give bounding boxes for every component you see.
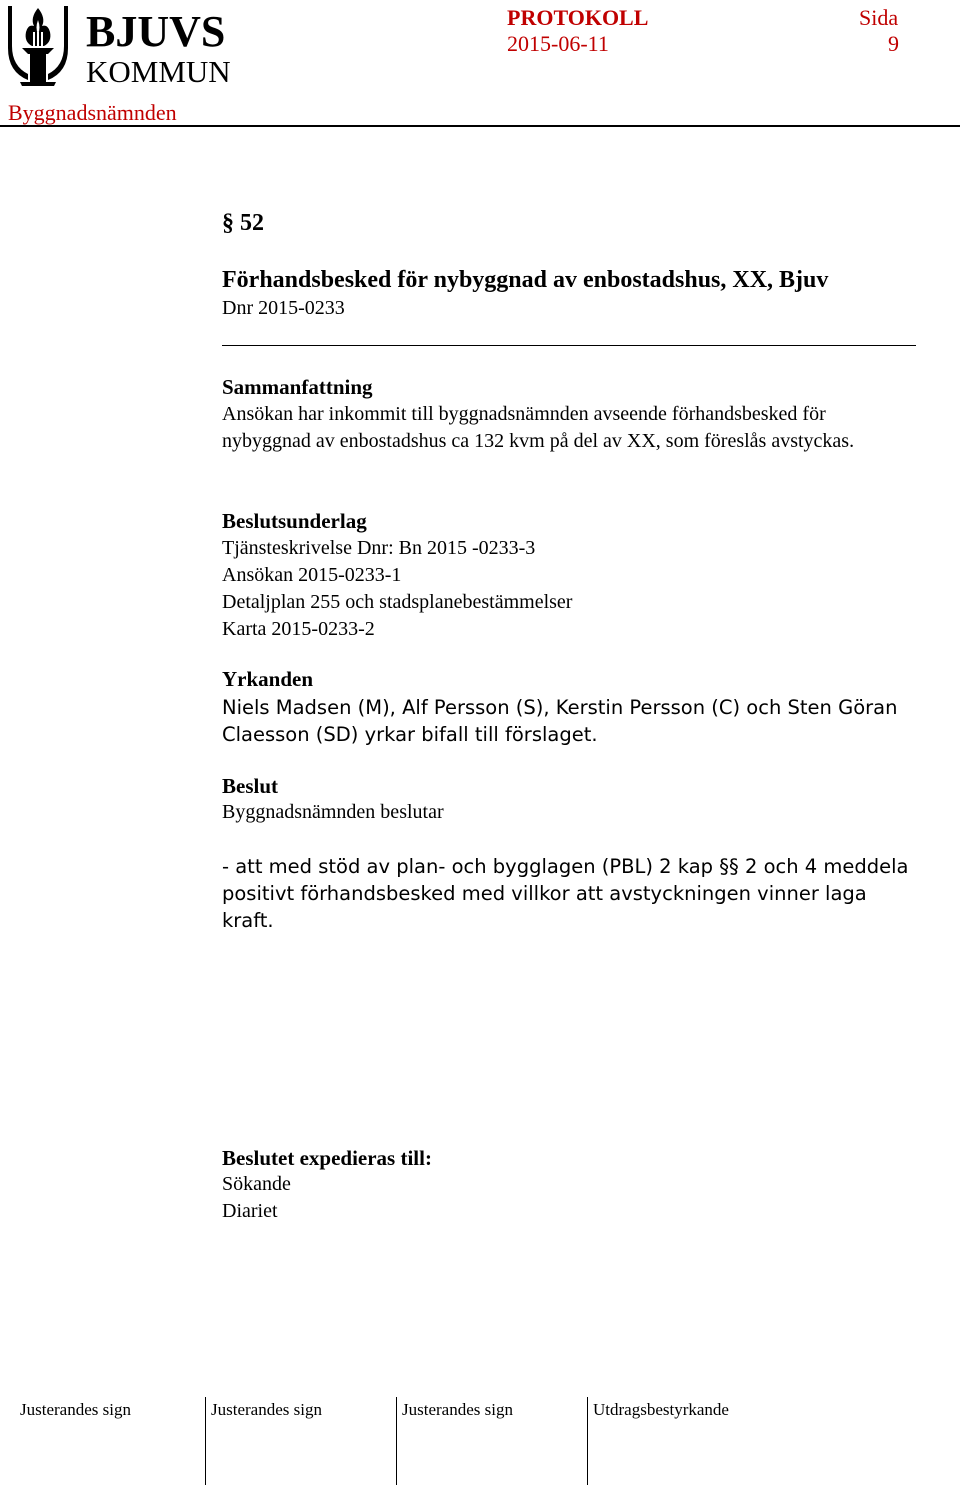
item-title: Förhandsbesked för nybyggnad av enbostadshus, XX, Bjuv — [222, 267, 829, 293]
list-item: Sökande — [222, 1173, 291, 1195]
signature-divider — [396, 1397, 397, 1485]
signature-label: Justerandes sign — [211, 1400, 322, 1419]
expedieras-list — [222, 1172, 291, 1226]
beslutsunderlag-heading: Beslutsunderlag — [222, 509, 367, 533]
signature-label: Justerandes sign — [402, 1400, 513, 1419]
signature-divider — [587, 1397, 588, 1485]
sammanfattning-heading: Sammanfattning — [222, 375, 373, 399]
signature-divider — [205, 1397, 206, 1485]
bjuvs-kommun-logo — [8, 2, 248, 88]
page-label: Sida — [859, 5, 899, 30]
header-divider — [0, 125, 960, 127]
title-divider — [222, 345, 916, 346]
beslut-intro: Byggnadsnämnden beslutar — [222, 801, 444, 823]
item-dnr: Dnr 2015-0233 — [222, 297, 345, 319]
beslutsunderlag-list — [222, 536, 572, 644]
beslut-text: - att med stöd av plan- och bygglagen (PBL) 2 kap §§ 2 och 4 meddela positivt förhandsbesked med villkor att avstyckningen vinner laga kraft. — [222, 855, 909, 932]
logo-line2: KOMMUN — [86, 54, 231, 88]
signature-label: Justerandes sign — [20, 1400, 131, 1419]
list-item: Karta 2015-0233-2 — [222, 618, 375, 640]
logo-line1: BJUVS — [86, 7, 226, 56]
sammanfattning-text: Ansökan har inkommit till byggnadsnämnden avseende förhandsbesked för nybyggnad av enbostadshus ca 132 kvm på del av XX, som föreslås avstyckas. — [222, 403, 855, 452]
beslut-heading: Beslut — [222, 774, 279, 798]
yrkanden-heading: Yrkanden — [222, 667, 314, 691]
meeting-date: 2015-06-11 — [507, 31, 609, 56]
list-item: Ansökan 2015-0233-1 — [222, 564, 402, 586]
list-item: Tjänsteskrivelse Dnr: Bn 2015 -0233-3 — [222, 537, 536, 559]
paragraph-number: § 52 — [222, 210, 264, 236]
yrkanden-text: Niels Madsen (M), Alf Persson (S), Kerstin Persson (C) och Sten Göran Claesson (SD) yrkar bifall till förslaget. — [222, 696, 898, 746]
list-item: Detaljplan 255 och stadsplanebestämmelser — [222, 591, 573, 613]
document-type: PROTOKOLL — [507, 5, 649, 30]
page-number: 9 — [888, 31, 899, 56]
list-item: Diariet — [222, 1200, 278, 1222]
committee-name: Byggnadsnämnden — [8, 100, 177, 125]
torch-icon — [8, 6, 68, 86]
expedieras-heading: Beslutet expedieras till: — [222, 1146, 432, 1170]
certification-label: Utdragsbestyrkande — [593, 1400, 729, 1419]
